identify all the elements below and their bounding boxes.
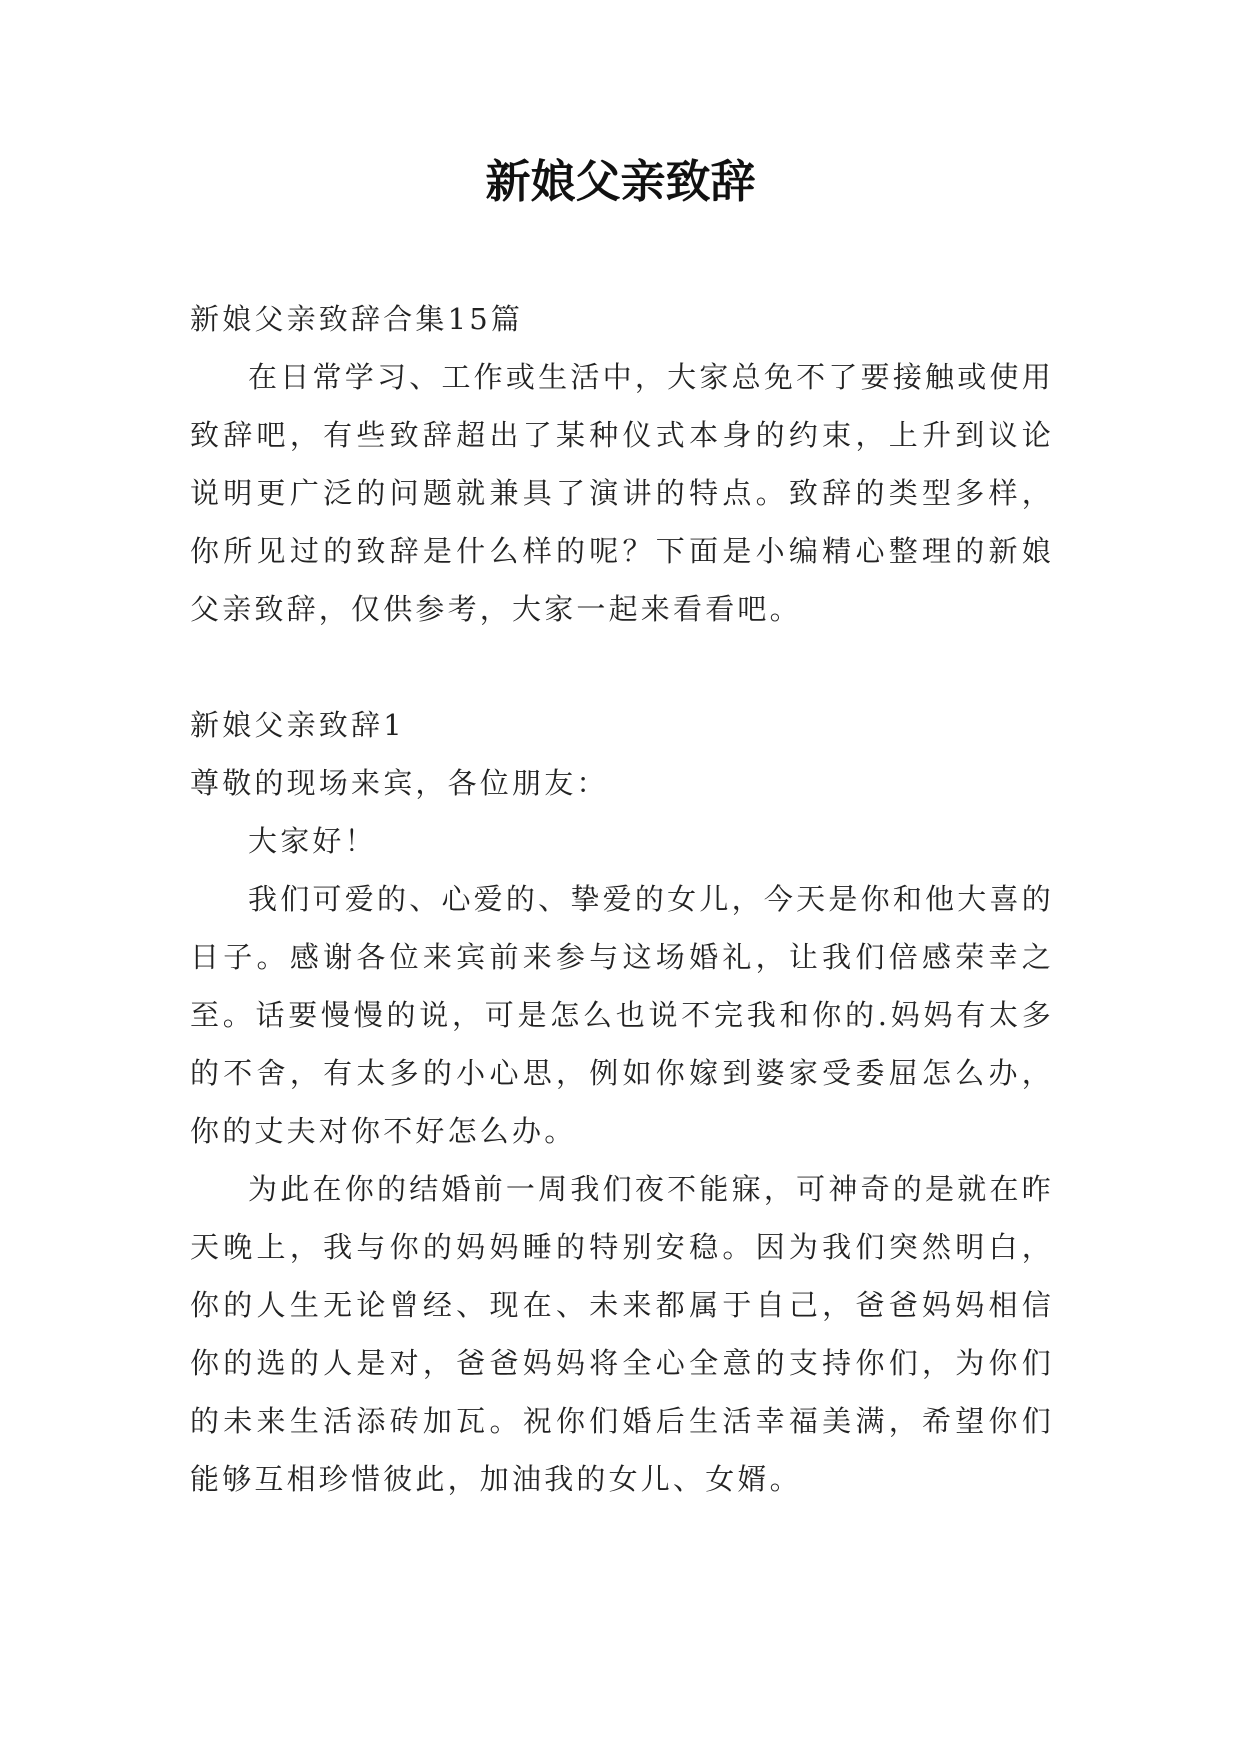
intro-paragraph: 在日常学习、工作或生活中，大家总免不了要接触或使用致辞吧，有些致辞超出了某种仪式本身的约束，上升到议论说明更广泛的问题就兼具了演讲的特点。致辞的类型多样，你所见过的致辞是什么样的呢？下面是小编精心整理的新娘父亲致辞，仅供参考，大家一起来看看吧。 <box>190 360 1054 626</box>
greeting: 大家好！ <box>248 824 377 858</box>
document-title: 新娘父亲致辞 <box>485 155 756 208</box>
document-subtitle: 新娘父亲致辞合集15篇 <box>190 302 524 336</box>
section-heading: 新娘父亲致辞1 <box>190 708 405 742</box>
document-body <box>190 290 1054 1508</box>
body-paragraph-1: 我们可爱的、心爱的、挚爱的女儿，今天是你和他大喜的日子。感谢各位来宾前来参与这场婚礼，让我们倍感荣幸之至。话要慢慢的说，可是怎么也说不完我和你的.妈妈有太多的不舍，有太多的小心思，例如你嫁到婆家受委屈怎么办，你的丈夫对你不好怎么办。 <box>190 882 1054 1148</box>
body-paragraph-2: 为此在你的结婚前一周我们夜不能寐，可神奇的是就在昨天晚上，我与你的妈妈睡的特别安稳。因为我们突然明白，你的人生无论曾经、现在、未来都属于自己，爸爸妈妈相信你的选的人是对，爸爸妈妈将全心全意的支持你们，为你们的未来生活添砖加瓦。祝你们婚后生活幸福美满，希望你们能够互相珍惜彼此，加油我的女儿、女婿。 <box>190 1172 1054 1496</box>
salutation: 尊敬的现场来宾，各位朋友： <box>190 766 609 800</box>
